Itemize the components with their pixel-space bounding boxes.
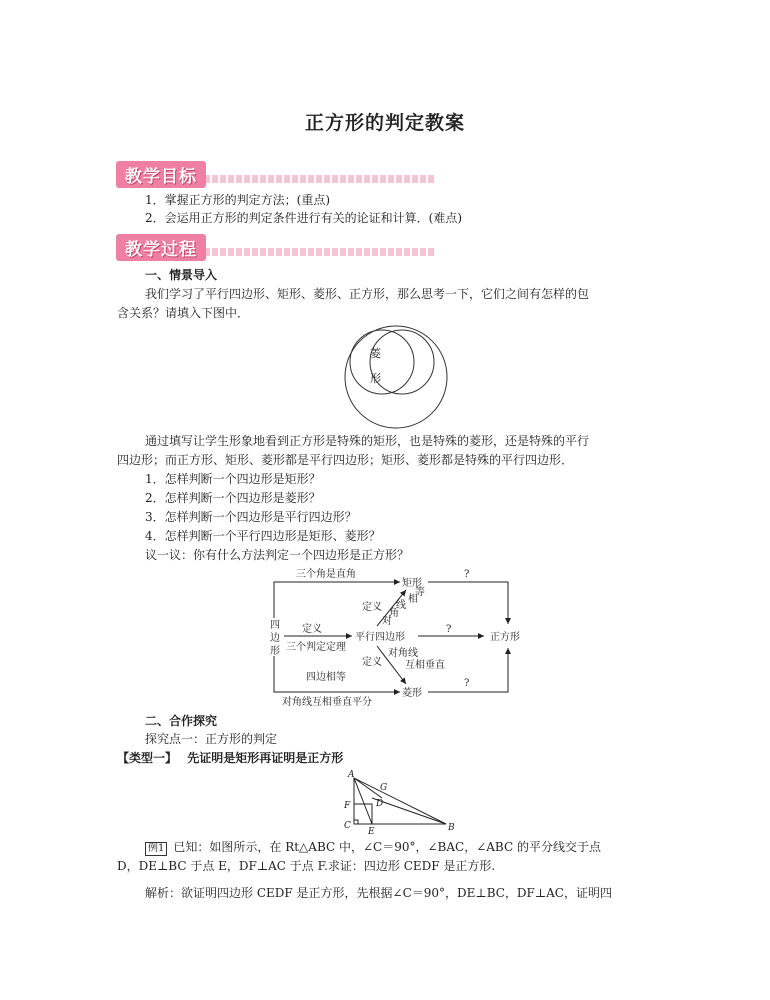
flow-label: 线 — [396, 600, 406, 611]
section-title-process: 教学过程 — [116, 234, 206, 261]
flow-label: 三个判定定理 — [286, 642, 346, 653]
flow-label: 定义 — [362, 657, 382, 668]
flow-label: 对 — [382, 616, 392, 627]
vertex-label: E — [368, 827, 375, 836]
flow-node-rectangle: 矩形 — [402, 578, 422, 589]
flow-node-quad: 形 — [270, 646, 280, 657]
analysis-line: 解析：欲证明四边形 CEDF 是正方形，先根据∠C＝90°，DE⊥BC，DF⊥AC，证明四 — [145, 886, 612, 900]
question-item: 3．怎样判断一个四边形是平行四边形？ — [145, 510, 357, 524]
triangle-figure — [338, 768, 458, 836]
flow-node-quad: 四 — [270, 620, 280, 631]
flow-label: 互相垂直 — [405, 660, 445, 671]
flow-label: 三个角是直角 — [296, 569, 356, 580]
example-badge: 例1 — [145, 842, 167, 856]
flow-node-rhombus: 菱形 — [402, 688, 422, 699]
venn-diagram — [330, 322, 460, 432]
section-header-goals — [116, 161, 436, 187]
example-line — [145, 838, 601, 857]
section-title-goals: 教学目标 — [116, 161, 206, 188]
explain-line: 四边形；而正方形、矩形、菱形都是平行四边形；矩形、菱形都是特殊的平行四边形． — [117, 453, 574, 467]
part1-heading: 一、情景导入 — [145, 268, 218, 282]
page-title: 正方形的判定教案 — [304, 112, 465, 134]
explain-line: 通过填写让学生形象地看到正方形是特殊的矩形，也是特殊的菱形，还是特殊的平行 — [145, 434, 590, 448]
flow-unknown: ? — [446, 624, 452, 635]
vertex-label: C — [344, 821, 351, 831]
intro-line: 我们学习了平行四边形、矩形、菱形、正方形，那么思考一下，它们之间有怎样的包 — [145, 287, 590, 301]
example-text: 已知：如图所示，在 Rt△ABC 中，∠C＝90°，∠BAC，∠ABC 的平分线交于点 — [173, 840, 601, 854]
square-criteria-flowchart — [262, 566, 542, 706]
flow-label: 对角线互相垂直平分 — [282, 697, 372, 706]
flow-node-square: 正方形 — [490, 632, 520, 643]
flow-label: 对角线 — [388, 648, 418, 659]
discuss-line: 议一议：你有什么方法判定一个四边形是正方形？ — [145, 548, 410, 562]
goal-item: 1．掌握正方形的判定方法；(重点) — [145, 193, 330, 207]
vertex-label: A — [348, 770, 355, 780]
section-header-process — [116, 234, 436, 260]
flow-unknown: ? — [464, 678, 470, 689]
vertex-label: F — [344, 801, 351, 811]
flow-label: 相 — [408, 594, 418, 605]
question-item: 1．怎样判断一个四边形是矩形？ — [145, 472, 321, 486]
intro-line: 含关系？请填入下图中． — [117, 306, 250, 320]
flow-label: 角 — [389, 608, 399, 619]
flow-label: 等 — [415, 587, 425, 598]
flow-node-quad: 边 — [270, 633, 280, 644]
venn-label: 形 — [370, 372, 381, 385]
part2-heading: 二、合作探究 — [145, 714, 218, 728]
flow-label: 定义 — [362, 602, 382, 613]
type-heading — [117, 749, 343, 766]
vertex-label: G — [380, 783, 388, 793]
flow-label: 四边相等 — [306, 672, 346, 683]
question-item: 4．怎样判断一个平行四边形是矩形、菱形？ — [145, 529, 381, 543]
example-line: D，DE⊥BC 于点 E，DF⊥AC 于点 F.求证：四边形 CEDF 是正方形. — [117, 859, 496, 873]
venn-label: 菱 — [370, 347, 381, 360]
vertex-label: D — [376, 799, 384, 809]
flow-label: 定义 — [302, 624, 322, 635]
goal-item: 2．会运用正方形的判定条件进行有关的论证和计算．(难点) — [145, 211, 463, 225]
question-item: 2．怎样判断一个四边形是菱形？ — [145, 491, 321, 505]
type-label: 【类型一】 — [117, 751, 178, 765]
type-text: 先证明是矩形再证明是正方形 — [187, 751, 344, 765]
explore-point: 探究点一：正方形的判定 — [145, 732, 278, 746]
flow-unknown: ? — [464, 569, 470, 580]
flow-node-parallelogram: 平行四边形 — [355, 632, 405, 643]
vertex-label: B — [448, 823, 455, 833]
